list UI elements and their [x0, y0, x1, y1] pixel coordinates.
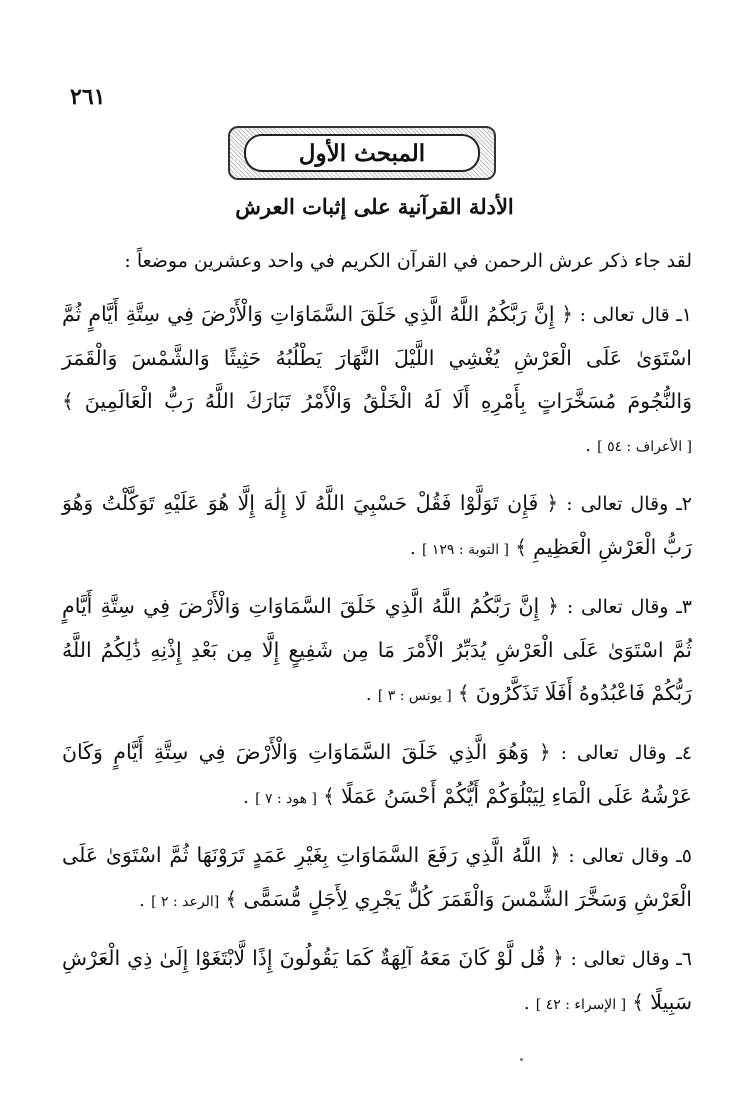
intro-paragraph: لقد جاء ذكر عرش الرحمن في القرآن الكريم في واحد وعشرين موضعاً : — [124, 250, 692, 272]
end-mark: . — [585, 435, 591, 456]
bracket-open: ﴿ — [552, 946, 564, 970]
bracket-open: ﴿ — [561, 302, 573, 326]
verse-item-1 — [62, 293, 692, 469]
verse-reference: [ هود : ٧ ] — [255, 791, 317, 807]
section-title: الأدلة القرآنية على إثبات العرش — [235, 194, 514, 219]
end-mark: . — [365, 684, 372, 705]
bracket-open: ﴿ — [547, 594, 559, 618]
end-mark: . — [410, 538, 416, 559]
item-prefix: ٥ـ وقال تعالى : — [568, 845, 692, 867]
end-mark: . — [243, 787, 249, 808]
quran-verse: وَهُوَ الَّذِي خَلَقَ السَّمَاوَاتِ وَالْأَرْضَ فِي سِتَّةِ أَيَّامٍ وَكَانَ عَرْشُهُ عَلَى الْمَاءِ لِيَبْلُوَكُمْ أَيُّكُمْ أَحْسَنُ عَمَلًا — [62, 740, 692, 808]
quran-verse: فَإِن تَوَلَّوْا فَقُلْ حَسْبِيَ اللَّهُ لَا إِلَٰهَ إِلَّا هُوَ عَلَيْهِ تَوَكَّلْتُ وَهُوَ رَبُّ الْعَرْشِ الْعَظِيمِ — [62, 491, 692, 559]
text-body — [62, 240, 692, 1040]
page-number: ٢٦١ — [70, 84, 106, 110]
verse-reference: [ الأعراف : ٥٤ ] — [597, 439, 692, 455]
chapter-title-box — [244, 134, 480, 172]
quran-verse: قُل لَّوْ كَانَ مَعَهُ آلِهَةٌ كَمَا يَقُولُونَ إِذًا لَّابْتَغَوْا إِلَىٰ ذِي الْعَرْشِ سَبِيلًا — [62, 946, 692, 1014]
item-prefix: ٤ـ وقال تعالى : — [560, 742, 692, 764]
chapter-title-frame — [228, 126, 496, 180]
bracket-open: ﴿ — [546, 491, 559, 515]
item-prefix: ١ـ قال تعالى : — [579, 304, 692, 326]
quran-verse: إِنَّ رَبَّكُمُ اللَّهُ الَّذِي خَلَقَ السَّمَاوَاتِ وَالْأَرْضَ فِي سِتَّةِ أَيَّامٍ ثُمَّ اسْتَوَىٰ عَلَى الْعَرْشِ يُغْشِي اللَّيْلَ النَّهَارَ يَطْلُبُهُ حَثِيثًا وَالشَّمْسَ وَالْقَمَرَ وَالنُّجُومَ مُسَخَّرَاتٍ بِأَمْرِهِ أَلَا لَهُ الْخَلْقُ وَالْأَمْرُ تَبَارَكَ اللَّهُ رَبُّ الْعَالَمِينَ — [62, 302, 692, 413]
item-prefix: ٢ـ وقال تعالى : — [566, 493, 693, 515]
item-prefix: ٣ـ وقال تعالى : — [566, 596, 692, 618]
quran-verse: إِنَّ رَبَّكُمُ اللَّهُ الَّذِي خَلَقَ السَّمَاوَاتِ وَالْأَرْضَ فِي سِتَّةِ أَيَّامٍ ثُمَّ اسْتَوَىٰ عَلَى الْعَرْشِ يُدَبِّرُ الْأَمْرَ مَا مِن شَفِيعٍ إِلَّا مِن بَعْدِ إِذْنِهِ ذَٰلِكُمُ اللَّهُ رَبُّكُمْ فَاعْبُدُوهُ أَفَلَا تَذَكَّرُونَ — [62, 594, 692, 705]
bracket-close: ﴾ — [457, 681, 470, 705]
end-mark: . — [523, 993, 530, 1014]
bracket-close: ﴾ — [225, 887, 238, 911]
quran-verse: اللَّهُ الَّذِي رَفَعَ السَّمَاوَاتِ بِغَيْرِ عَمَدٍ تَرَوْنَهَا ثُمَّ اسْتَوَىٰ عَلَى الْعَرْشِ وَسَخَّرَ الشَّمْسَ وَالْقَمَرَ كُلٌّ يَجْرِي لِأَجَلٍ مُّسَمًّى — [62, 843, 692, 911]
verse-item-2 — [62, 482, 692, 572]
verse-reference: [ التوبة : ١٢٩ ] — [421, 542, 509, 558]
bracket-close: ﴾ — [62, 389, 74, 413]
verse-item-5 — [62, 834, 692, 924]
bracket-close: ﴾ — [323, 784, 335, 808]
verse-reference: [ الإسراء : ٤٢ ] — [535, 997, 627, 1013]
bracket-open: ﴿ — [538, 740, 551, 764]
chapter-title: المبحث الأول — [298, 139, 426, 167]
verse-item-6 — [62, 937, 692, 1027]
end-mark: . — [139, 890, 145, 911]
verse-reference: [ يونس : ٣ ] — [377, 688, 452, 704]
verse-item-4 — [62, 731, 692, 821]
item-prefix: ٦ـ وقال تعالى : — [570, 948, 693, 970]
verse-reference: [الرعد : ٢ ] — [151, 894, 220, 910]
verse-item-3 — [62, 585, 692, 718]
scan-speck — [520, 1058, 523, 1061]
bracket-close: ﴾ — [632, 990, 645, 1014]
bracket-open: ﴿ — [549, 843, 561, 867]
bracket-close: ﴾ — [515, 535, 527, 559]
